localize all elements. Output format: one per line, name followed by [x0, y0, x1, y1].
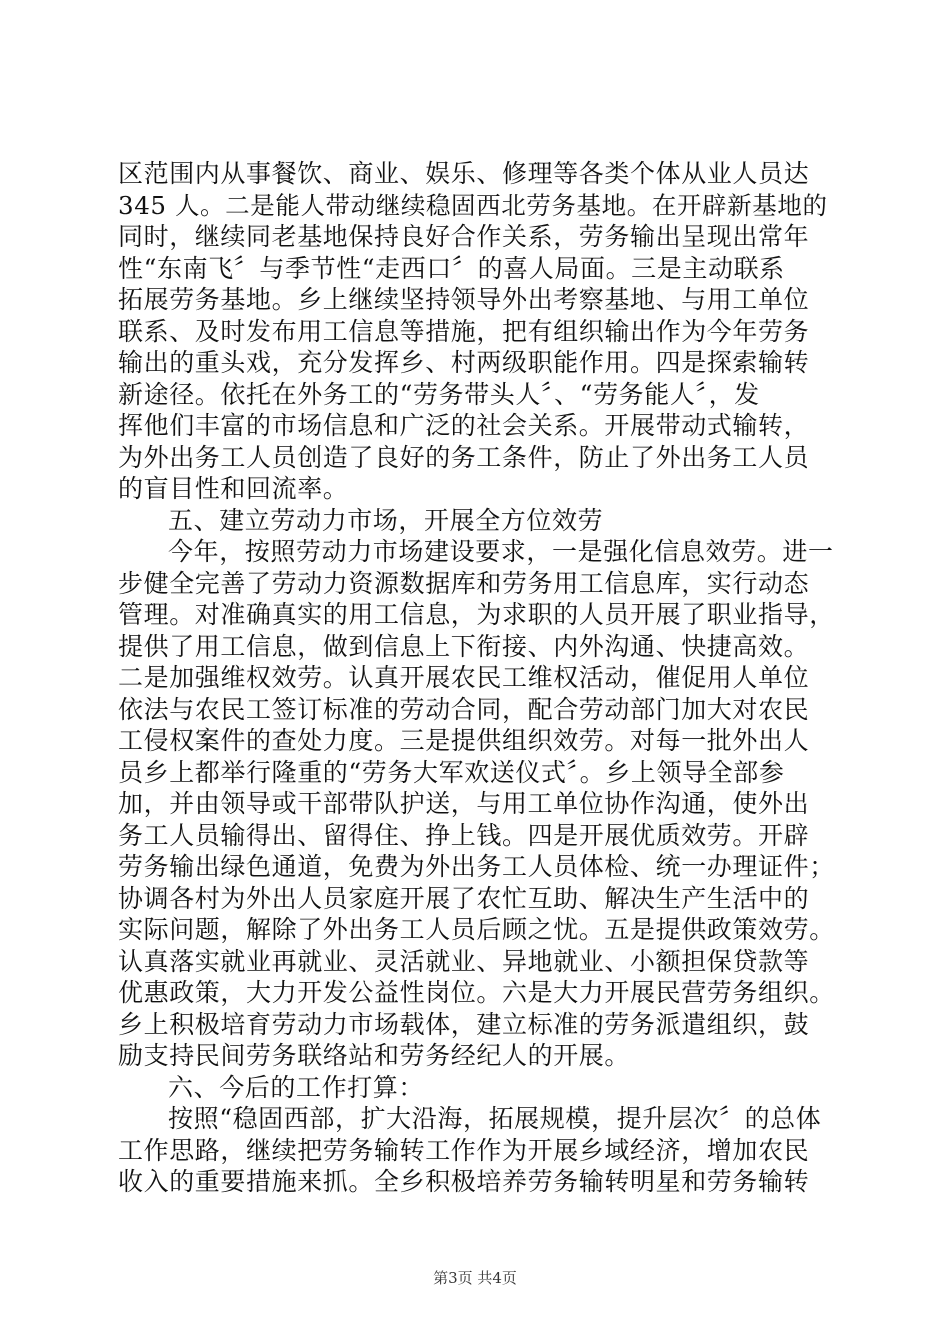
text-line: 工作思路，继续把劳务输转工作作为开展乡域经济，增加农民: [118, 1135, 810, 1165]
text-line: 收入的重要措施来抓。全乡积极培养劳务输转明星和劳务输转: [118, 1167, 810, 1196]
text-line: 联系、及时发布用工信息等措施，把有组织输出作为今年劳务: [118, 316, 810, 346]
text-line: 步健全完善了劳动力资源数据库和劳务用工信息库，实行动态: [118, 568, 810, 598]
text-line: 励支持民间劳务联络站和劳务经纪人的开展。: [118, 1041, 631, 1070]
text-line: 务工人员输得出、留得住、挣上钱。四是开展优质效劳。开辟: [118, 820, 810, 850]
page-footer: 第3页 共4页: [433, 1269, 517, 1287]
text-line: 优惠政策，大力开发公益性岗位。六是大力开展民营劳务组织。: [118, 978, 835, 1007]
text-line: 依法与农民工签订标准的劳动合同，配合劳动部门加大对农民: [118, 694, 810, 724]
text-line: 认真落实就业再就业、灵活就业、异地就业、小额担保贷款等: [118, 946, 810, 976]
text-line: 新途径。依托在外务工的“劳务带头人〞、“劳务能人〞，发: [118, 379, 760, 409]
paragraph-start-line: 按照“稳固西部，扩大沿海，拓展规模，提升层次〞的总体: [168, 1104, 822, 1133]
section-heading: 五、建立劳动力市场，开展全方位效劳: [168, 505, 604, 535]
text-line: 加，并由领导或干部带队护送，与用工单位协作沟通，使外出: [118, 789, 810, 818]
text-line: 同时，继续同老基地保持良好合作关系，劳务输出呈现出常年: [118, 222, 810, 251]
text-line: 性“东南飞〞与季节性“走西口〞的喜人局面。三是主动联系: [118, 253, 785, 283]
text-line: 工侵权案件的查处力度。三是提供组织效劳。对每一批外出人: [118, 726, 810, 755]
text-line: 实际问题，解除了外出务工人员后顾之忧。五是提供政策效劳。: [118, 915, 835, 944]
text-line: 劳务输出绿色通道，免费为外出务工人员体检、统一办理证件；: [118, 852, 835, 881]
text-line: 员乡上都举行隆重的“劳务大军欢送仪式〞。乡上领导全部参: [118, 757, 785, 787]
text-line: 拓展劳务基地。乡上继续坚持领导外出考察基地、与用工单位: [118, 285, 810, 314]
text-line: 乡上积极培育劳动力市场载体，建立标准的劳务派遣组织，鼓: [118, 1009, 810, 1039]
paragraph-start-line: 今年，按照劳动力市场建设要求，一是强化信息效劳。进一: [168, 537, 834, 566]
text-line: 的盲目性和回流率。: [118, 474, 349, 503]
body-text: [118, 158, 836, 1198]
text-line: 345 人。二是能人带动继续稳固西北劳务基地。在开辟新基地的: [118, 190, 828, 220]
text-line: 输出的重头戏，充分发挥乡、村两级职能作用。四是探索输转: [118, 348, 810, 377]
text-line: 挥他们丰富的市场信息和广泛的社会关系。开展带动式输转，: [118, 411, 810, 440]
text-line: 管理。对准确真实的用工信息，为求职的人员开展了职业指导，: [118, 600, 835, 629]
text-line: 提供了用工信息，做到信息上下衔接、内外沟通、快捷高效。: [118, 631, 810, 661]
text-line: 区范围内从事餐饮、商业、娱乐、修理等各类个体从业人员达: [118, 159, 810, 188]
section-heading: 六、今后的工作打算：: [168, 1072, 425, 1102]
text-line: 为外出务工人员创造了良好的务工条件，防止了外出务工人员: [118, 442, 810, 472]
text-line: 二是加强维权效劳。认真开展农民工维权活动，催促用人单位: [118, 663, 810, 692]
text-line: 协调各村为外出人员家庭开展了农忙互助、解决生产生活中的: [118, 883, 810, 913]
